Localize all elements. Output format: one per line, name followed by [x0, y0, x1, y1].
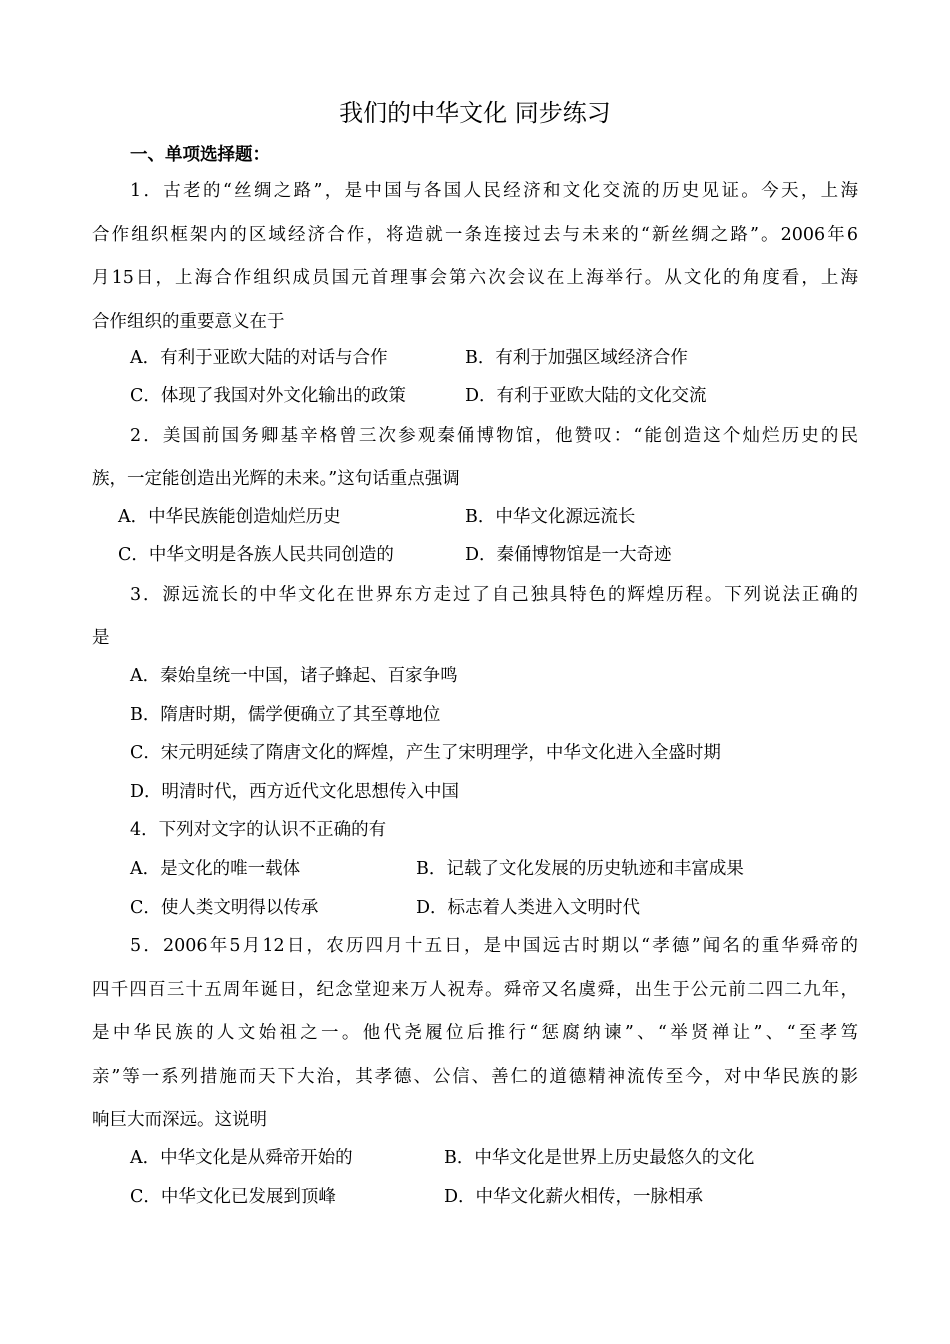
- question-1-line-1: 1．古老的“丝绸之路”，是中国与各国人民经济和文化交流的历史见证。今天，上海: [130, 181, 858, 201]
- question-5-line-1: 5．2006年5月12日，农历四月十五日，是中国远古时期以“孝德”闻名的重华舜帝的: [130, 936, 858, 956]
- question-3-option-a: A．秦始皇统一中国，诸子蜂起、百家争鸣: [130, 666, 458, 686]
- question-4-option-b: B．记载了文化发展的历史轨迹和丰富成果: [416, 859, 744, 879]
- question-2-option-a: A．中华民族能创造灿烂历史: [118, 507, 341, 527]
- question-5-line-3: 是中华民族的人文始祖之一。他代尧履位后推行“惩腐纳谏”、“举贤禅让”、“至孝笃: [92, 1023, 858, 1043]
- question-1-line-3: 月15日，上海合作组织成员国元首理事会第六次会议在上海举行。从文化的角度看，上海: [92, 268, 858, 288]
- question-2-option-d: D．秦俑博物馆是一大奇迹: [465, 545, 672, 565]
- question-1-option-d: D．有利于亚欧大陆的文化交流: [465, 386, 707, 406]
- question-4-line-1: 4．下列对文字的认识不正确的有: [130, 820, 387, 840]
- question-5-option-c: C．中华文化已发展到顶峰: [130, 1187, 336, 1207]
- question-1-option-c: C．体现了我国对外文化输出的政策: [130, 386, 406, 406]
- section-heading: 一、单项选择题：: [130, 145, 270, 165]
- question-3-option-c: C．宋元明延续了隋唐文化的辉煌，产生了宋明理学，中华文化进入全盛时期: [130, 743, 721, 763]
- question-1-line-2: 合作组织框架内的区域经济合作，将造就一条连接过去与未来的“新丝绸之路”。2006年6: [92, 225, 858, 245]
- question-2-line-1: 2．美国前国务卿基辛格曾三次参观秦俑博物馆，他赞叹：“能创造这个灿烂历史的民: [130, 426, 858, 446]
- question-3-option-d: D．明清时代，西方近代文化思想传入中国: [130, 782, 460, 802]
- question-5-option-b: B．中华文化是世界上历史最悠久的文化: [444, 1148, 755, 1168]
- question-1-line-4: 合作组织的重要意义在于: [92, 312, 285, 332]
- question-4-option-d: D．标志着人类进入文明时代: [416, 898, 641, 918]
- question-5-line-4: 亲”等一系列措施而天下大治，其孝德、公信、善仁的道德精神流传至今，对中华民族的影: [92, 1067, 858, 1087]
- question-5-option-a: A．中华文化是从舜帝开始的: [130, 1148, 353, 1168]
- question-2-line-2: 族，一定能创造出光辉的未来。”这句话重点强调: [92, 469, 460, 489]
- question-5-line-2: 四千四百三十五周年诞日，纪念堂迎来万人祝寿。舜帝又名虞舜，出生于公元前二四二九年，: [92, 980, 858, 1000]
- question-1-option-a: A．有利于亚欧大陆的对话与合作: [130, 348, 388, 368]
- question-3-option-b: B．隋唐时期，儒学便确立了其至尊地位: [130, 705, 441, 725]
- question-1-option-b: B．有利于加强区域经济合作: [465, 348, 688, 368]
- question-5-line-5: 响巨大而深远。这说明: [92, 1110, 267, 1130]
- question-3-line-2: 是: [92, 628, 110, 648]
- page-title: 我们的中华文化 同步练习: [339, 99, 611, 127]
- question-2-option-c: C．中华文明是各族人民共同创造的: [118, 545, 394, 565]
- question-4-option-a: A．是文化的唯一载体: [130, 859, 301, 879]
- question-4-option-c: C．使人类文明得以传承: [130, 898, 319, 918]
- question-2-option-b: B．中华文化源远流长: [465, 507, 636, 527]
- question-5-option-d: D．中华文化薪火相传，一脉相承: [444, 1187, 704, 1207]
- question-3-line-1: 3．源远流长的中华文化在世界东方走过了自己独具特色的辉煌历程。下列说法正确的: [130, 585, 858, 605]
